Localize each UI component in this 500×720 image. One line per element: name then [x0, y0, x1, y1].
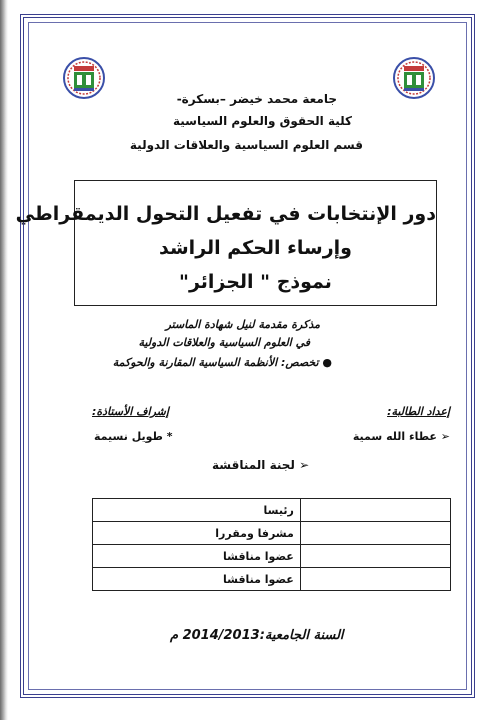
committee-member-name	[300, 499, 450, 522]
committee-role: عضوا مناقشا	[93, 568, 301, 591]
memo-statement: مذكرة مقدمة لنيل شهادة الماستر	[165, 318, 320, 331]
supervisor-label: إشراف الأستاذة:	[92, 405, 169, 418]
thesis-title-line-2: وإرساء الحكم الراشد	[159, 237, 352, 259]
committee-title-line	[212, 458, 309, 472]
thesis-title-line-1: دور الإنتخابات في تفعيل التحول الديمقراطي	[15, 203, 436, 225]
thesis-title-line-3: نموذج " الجزائر"	[179, 271, 332, 293]
committee-role: رئيسا	[93, 499, 301, 522]
thesis-title-box	[15, 180, 437, 306]
student-name-line	[353, 430, 450, 443]
faculty-name: كلية الحقوق والعلوم السياسية	[172, 114, 352, 128]
university-name: جامعة محمد خيضر –بسكرة-	[176, 92, 337, 106]
prepared-by-label: إعداد الطالبة:	[387, 405, 450, 418]
supervisor-name: * طويل نسيمة	[94, 430, 173, 443]
specialty-text: تخصص: الأنظمة السياسية المقارنة والحوكمة	[112, 356, 319, 369]
table-row	[93, 499, 451, 522]
academic-year: السنة الجامعية:2014/2013 م	[170, 628, 344, 643]
table-row	[93, 545, 451, 568]
field-statement: في العلوم السياسية والعلاقات الدولية	[138, 336, 310, 349]
committee-role: مشرفا ومقررا	[93, 522, 301, 545]
table-row	[93, 522, 451, 545]
committee-title: لجنة المناقشة	[212, 458, 295, 472]
disc-bullet-icon: ●	[318, 356, 332, 369]
committee-member-name	[300, 522, 450, 545]
table-row	[93, 568, 451, 591]
specialty-statement	[113, 356, 332, 369]
university-emblem-icon	[62, 56, 106, 100]
arrow-check-icon: ➢	[436, 430, 450, 443]
committee-table	[92, 498, 451, 591]
university-emblem-icon	[392, 56, 436, 100]
student-name: عطاء الله سمية	[352, 430, 437, 443]
committee-member-name	[300, 545, 450, 568]
department-name: قسم العلوم السياسية والعلاقات الدولية	[129, 138, 363, 152]
committee-role: عضوا مناقشا	[93, 545, 301, 568]
committee-member-name	[300, 568, 450, 591]
arrow-check-icon: ➢	[294, 458, 310, 472]
